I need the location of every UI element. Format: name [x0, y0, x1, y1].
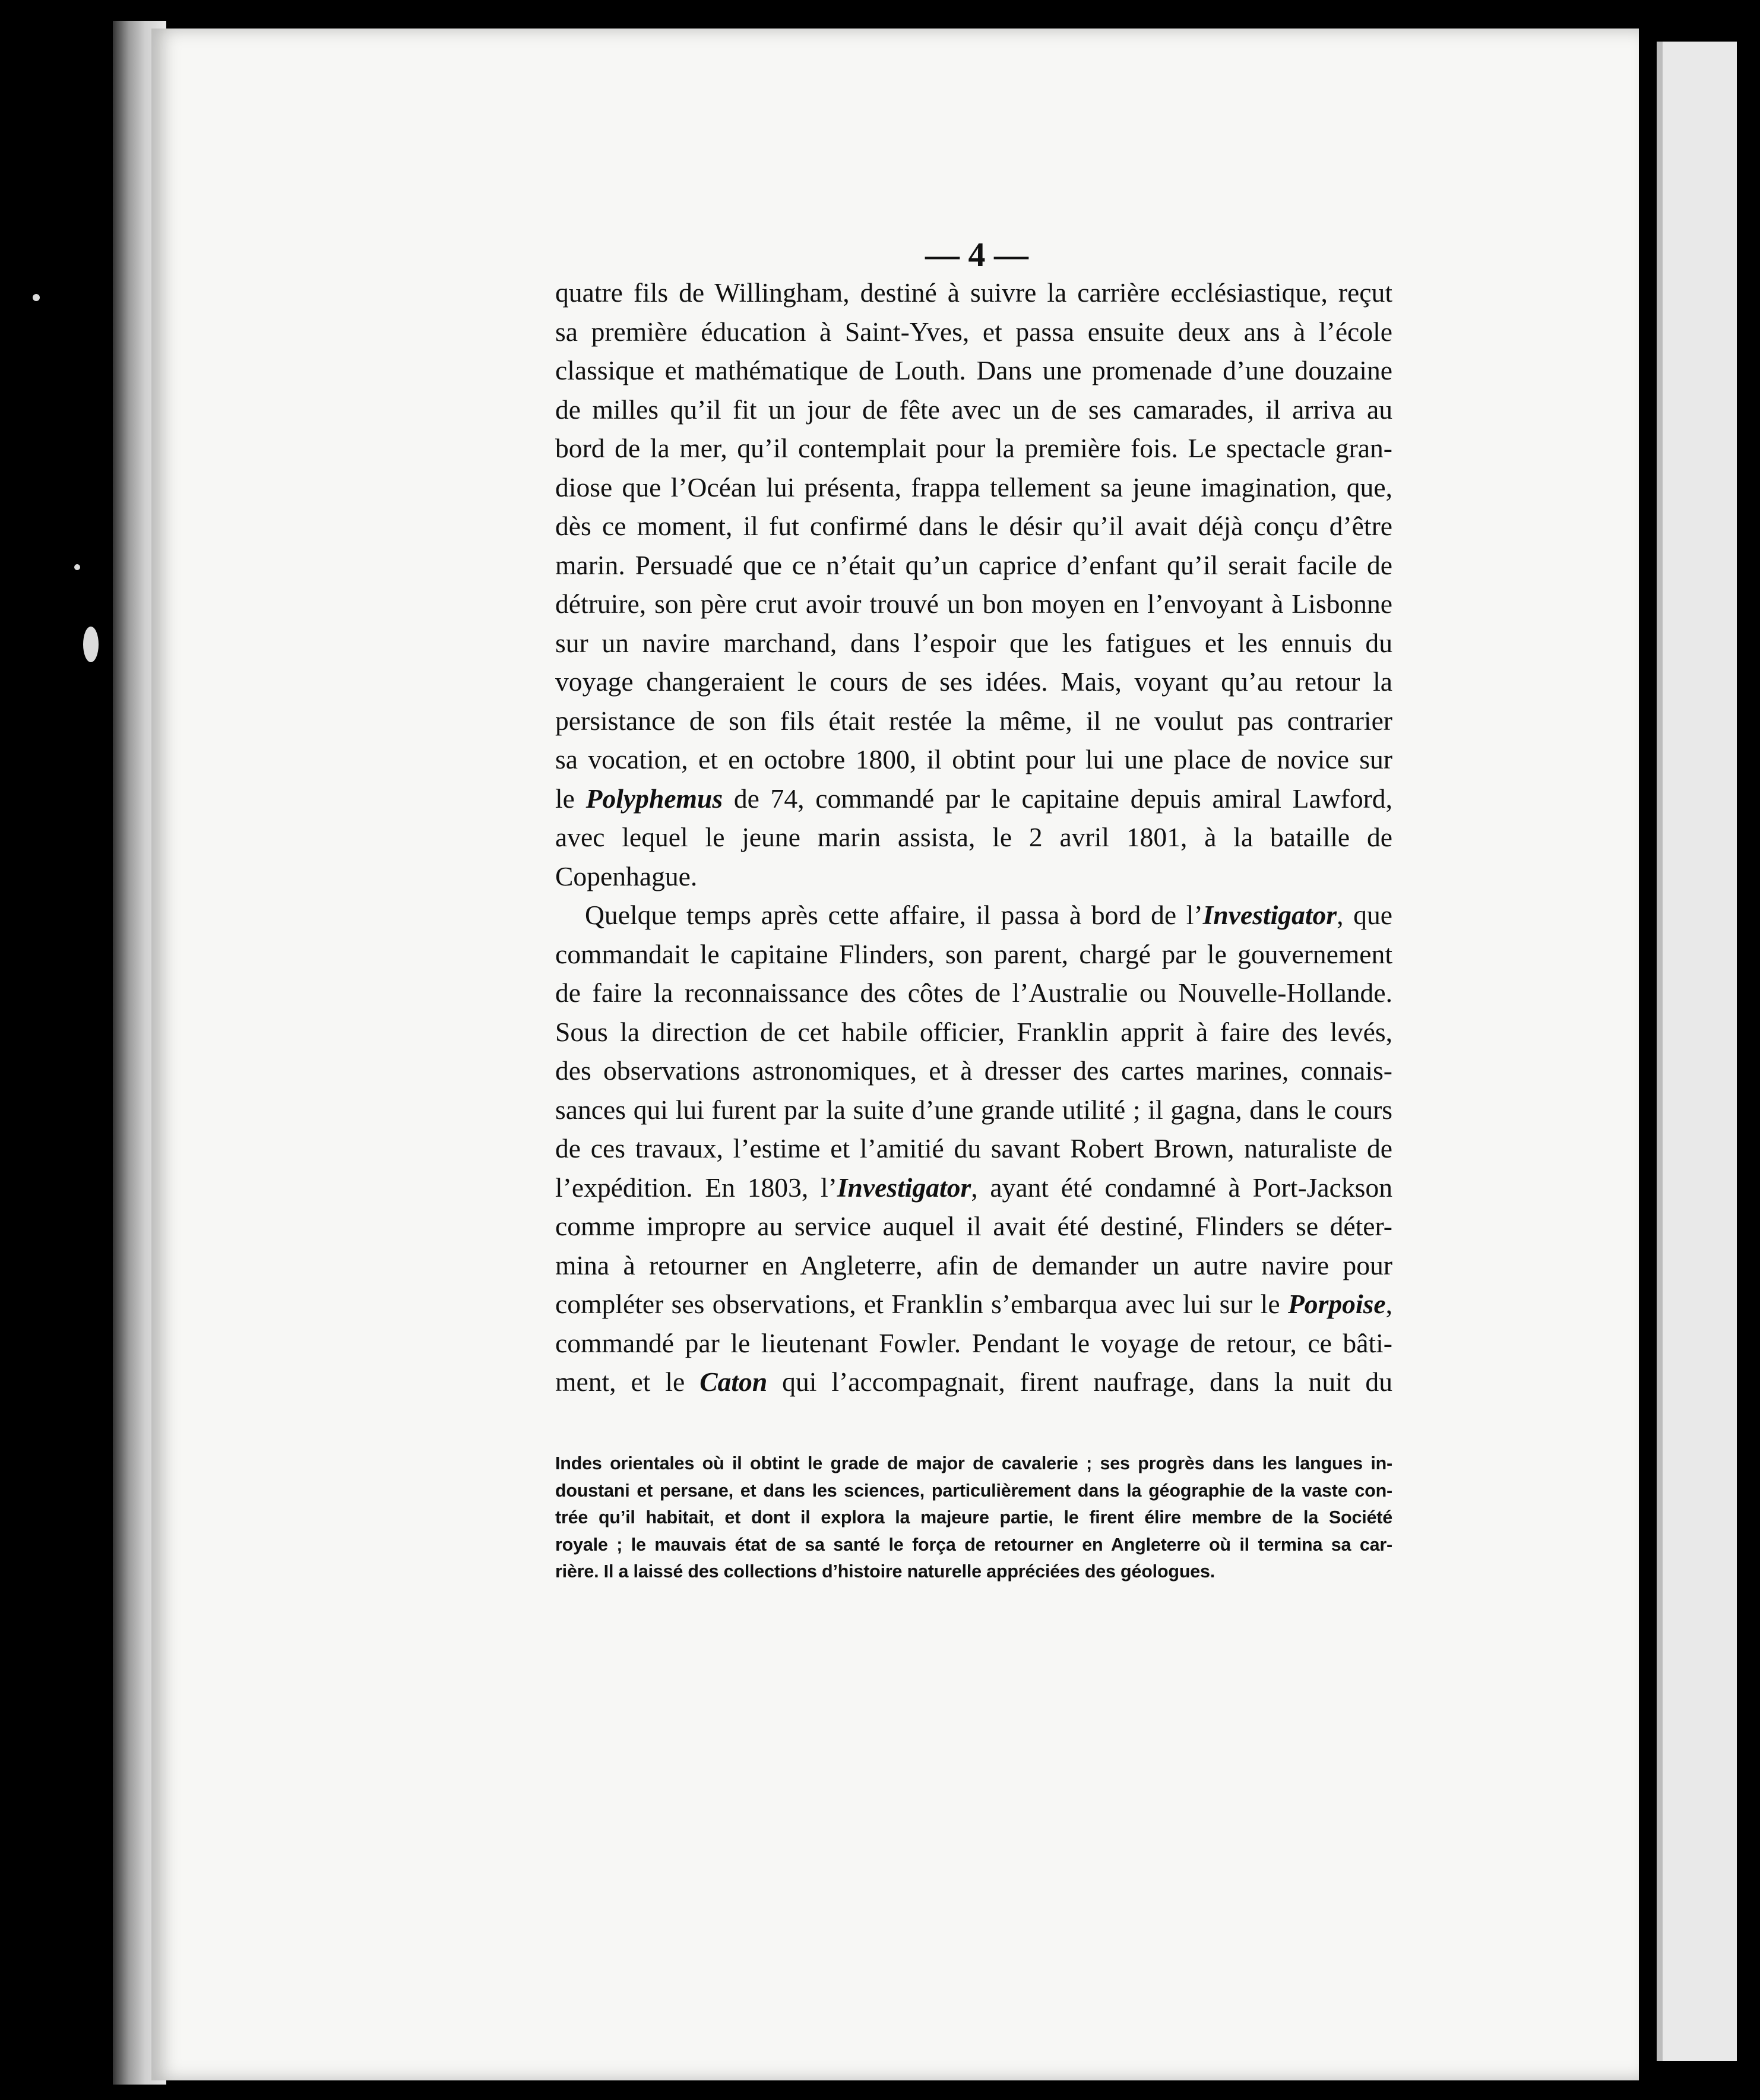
text-line [555, 896, 1392, 935]
text-line: commandait le capitaine Flinders, son parent, chargé par le gouvernement [555, 938, 1392, 969]
text-run: qui l’accompagnait, firent naufrage, dans la nuit du [767, 1367, 1392, 1397]
text-line: mina à retourner en Angleterre, afin de demander un autre navire pour [555, 1250, 1392, 1280]
text-line: détruire, son père crut avoir trouvé un bon moyen en l’envoyant à Lisbonne [555, 589, 1392, 619]
text-line: sances qui lui furent par la suite d’une grande utilité ; il gagna, dans le cours [555, 1094, 1392, 1125]
text-line: bord de la mer, qu’il contemplait pour la première fois. Le spectacle gran- [555, 433, 1392, 463]
text-line: Sous la direction de cet habile officier, Franklin apprit à faire des levés, [555, 1016, 1392, 1047]
text-line: voyage changeraient le cours de ses idées. Mais, voyant qu’au retour la [555, 666, 1392, 697]
text-line [555, 779, 1392, 818]
ship-name: Polyphemus [585, 783, 723, 814]
text-run: , que [1337, 900, 1392, 930]
text-run: l’expédition. En 1803, l’ [555, 1172, 837, 1203]
text-line: Copenhague. [555, 861, 698, 891]
text-line: avec lequel le jeune marin assista, le 2 avril 1801, à la bataille de [555, 822, 1392, 852]
text-run: le [555, 783, 586, 814]
text-line: classique et mathématique de Louth. Dans une promenade d’une douzaine [555, 355, 1392, 385]
scan-speck [74, 564, 80, 570]
next-page-edge [1657, 42, 1737, 2061]
body-text [555, 273, 1392, 1402]
paragraph [555, 273, 1392, 896]
footnote-line: Indes orientales où il obtint le grade de major de cavalerie ; ses progrès dans les langues in- [555, 1453, 1392, 1473]
ship-name: Caton [699, 1367, 768, 1397]
text-line: de ces travaux, l’estime et l’amitié du savant Robert Brown, naturaliste de [555, 1133, 1392, 1163]
text-line [555, 1285, 1392, 1324]
footnote-block [555, 1450, 1392, 1586]
text-line: comme impropre au service auquel il avait été destiné, Flinders se déter- [555, 1211, 1392, 1241]
text-line: sa première éducation à Saint-Yves, et passa ensuite deux ans à l’école [555, 316, 1392, 347]
text-run: , [1385, 1289, 1392, 1319]
text-run: compléter ses observations, et Franklin s’embarqua avec lui sur le [555, 1289, 1288, 1319]
paragraph [555, 896, 1392, 1402]
page-number: — 4 — [925, 235, 1028, 274]
text-line: marin. Persuadé que ce n’était qu’un caprice d’enfant qu’il serait facile de [555, 549, 1392, 580]
text-line: quatre fils de Willingham, destiné à suivre la carrière ecclésiastique, reçut [555, 277, 1392, 308]
text-line [555, 1168, 1392, 1207]
footnote-line: rière. Il a laissé des collections d’histoire naturelle appréciées des géologues. [555, 1561, 1215, 1582]
text-run: de 74, commandé par le capitaine depuis amiral Lawford, [723, 783, 1392, 814]
scan-speck [33, 294, 40, 301]
text-line: diose que l’Océan lui présenta, frappa tellement sa jeune imagination, que, [555, 472, 1392, 502]
footnote-line: trée qu’il habitait, et dont il explora la majeure partie, le firent élire membre de la Société [555, 1507, 1392, 1527]
text-line: commandé par le lieutenant Fowler. Pendant le voyage de retour, ce bâti- [555, 1327, 1392, 1358]
ship-name: Porpoise [1287, 1289, 1386, 1319]
text-run: Quelque temps après cette affaire, il passa à bord de l’ [585, 900, 1203, 930]
text-run: , ayant été condamné à Port-Jackson [971, 1172, 1392, 1203]
ship-name: Investigator [837, 1172, 971, 1203]
text-line: des observations astronomiques, et à dresser des cartes marines, connais- [555, 1055, 1392, 1086]
scan-speck [83, 627, 99, 662]
text-run: ment, et le [555, 1367, 700, 1397]
text-line: de faire la reconnaissance des côtes de l’Australie ou Nouvelle-Hollande. [555, 978, 1392, 1008]
text-line: sa vocation, et en octobre 1800, il obtint pour lui une place de novice sur [555, 744, 1392, 774]
text-line: persistance de son fils était restée la même, il ne voulut pas contrarier [555, 705, 1392, 736]
footnote-line: royale ; le mauvais état de sa santé le força de retourner en Angleterre où il termina sa car- [555, 1534, 1392, 1555]
ship-name: Investigator [1202, 900, 1337, 930]
text-line: sur un navire marchand, dans l’espoir que les fatigues et les ennuis du [555, 627, 1392, 658]
text-line: de milles qu’il fit un jour de fête avec un de ses camarades, il arriva au [555, 394, 1392, 425]
text-line [555, 1362, 1392, 1402]
footnote-line: doustani et persane, et dans les sciences, particulièrement dans la géographie de la vaste con- [555, 1480, 1392, 1501]
text-line: dès ce moment, il fut confirmé dans le désir qu’il avait déjà conçu d’être [555, 511, 1392, 541]
